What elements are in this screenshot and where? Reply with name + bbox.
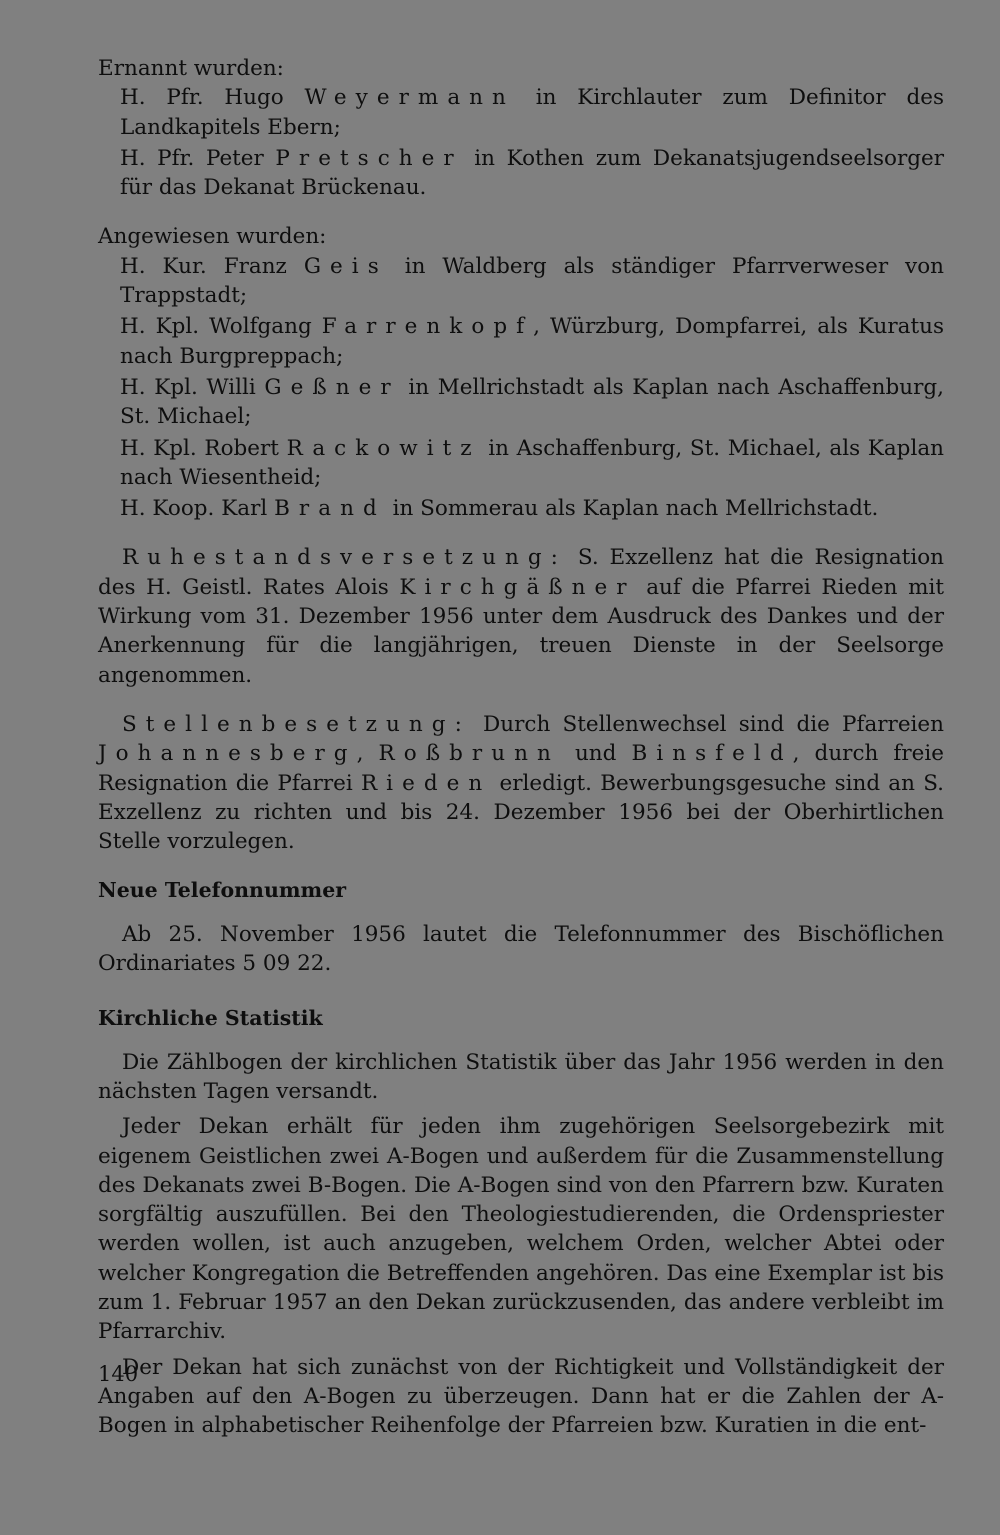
statistik-paragraph: Die Zählbogen der kirchlichen Statistik über das Jahr 1956 werden in den nächsten Tagen versandt. [98, 1049, 944, 1104]
person-name: Geßner [264, 374, 400, 400]
ruhestand-label: Ruhestandsversetzung: [122, 545, 567, 571]
paragraph-text: auf die Pfarrei Rieden mit Wirkung vom 31. Dezember 1956 unter dem Ausdruck des Dankes und der Anerkennung für die langjährigen, treuen Dienste in der Seelsorge angenommen. [98, 574, 945, 688]
parish-name: Roßbrunn [378, 741, 560, 767]
paragraph-text: Durch Stellenwechsel sind die Pfarreien [470, 711, 944, 737]
parish-name: Rieden [360, 770, 492, 796]
person-name: Weyermann [304, 85, 515, 111]
parish-name: Johannesberg [98, 741, 357, 767]
stellen-label: Stellenbesetzung: [122, 711, 471, 737]
person-name: Pretscher [275, 145, 463, 171]
person-name: Brand [274, 496, 386, 522]
entry-text: H. Kpl. Willi [120, 374, 265, 400]
entry-text: in Kothen zum Dekanatsjugendseelsorger für das Dekanat Brückenau. [120, 145, 944, 201]
entry-text: H. Pfr. Hugo [120, 85, 305, 111]
statistik-paragraph: Der Dekan hat sich zunächst von der Richtigkeit und Vollständigkeit der Angaben auf den A-Bogen zu überzeugen. Dann hat er die Zahlen der A-Bogen in alphabetischer Reihenfolge der Pfarreien bzw. Kuratien in die ent- [98, 1354, 944, 1439]
paragraph-text: erledigt. Bewerbungsgesuche sind an S. Exzellenz zu richten und bis 24. Dezember 1956 bei der Oberhirtlichen Stelle vorzulegen. [98, 770, 944, 855]
person-name: Geis [303, 253, 388, 279]
entry-text: , Würzburg, Dompfarrei, als Kuratus nach Burgpreppach; [120, 314, 944, 369]
statistik-paragraph: Jeder Dekan erhält für jeden ihm zugehörigen Seelsorgebezirk mit eigenem Geistlichen zwei A-Bogen und außerdem für die Zusammenstellung des Dekanats zwei B-Bogen. Die A-Bogen sind von den Pfarrern bzw. Kuraten sorgfältig auszufüllen. Bei den Theologiestudierenden, die Ordenspriester werden wollen, ist auch anzugeben, welchem Orden, welcher Abtei oder welcher Kongregation die Betreffenden angehören. Das eine Exemplar ist bis zum 1. Februar 1957 an den Dekan zurückzusenden, das andere verbleibt im Pfarrarchiv. [98, 1114, 944, 1345]
parish-name: Binsfeld [631, 741, 793, 767]
person-name: Kirchgäßner [399, 574, 636, 600]
entry-text: H. Kpl. Robert [120, 435, 287, 461]
assignment-entry [120, 252, 944, 311]
ernannt-heading: Ernannt wurden: [98, 56, 284, 81]
entry-text: in Kirchlauter zum Definitor des Landkapitels Ebern; [120, 85, 944, 140]
appointment-entry [120, 144, 944, 203]
assignment-entry [120, 312, 944, 371]
paragraph-text: S. Exzellenz hat die Resignation des H. Geistl. Rates Alois [98, 545, 944, 600]
assignment-entry [120, 373, 944, 432]
stellen-paragraph [98, 710, 944, 856]
entry-text: H. Kpl. Wolfgang [120, 314, 322, 340]
statistik-title: Kirchliche Statistik [98, 1006, 323, 1031]
entry-text: H. Pfr. Peter [120, 145, 276, 171]
text-column [98, 54, 944, 1440]
angewiesen-heading: Angewiesen wurden: [98, 224, 327, 250]
appointment-entry [120, 83, 944, 142]
paragraph-text: , [356, 741, 379, 767]
person-name: Farrenkopf [321, 314, 534, 340]
entry-text: in Aschaffenburg, St. Michael, als Kaplan nach Wiesentheid; [120, 435, 944, 490]
telefon-paragraph: Ab 25. November 1956 lautet die Telefonnummer des Bischöflichen Ordinariates 5 09 22. [98, 921, 944, 977]
ruhestand-paragraph [98, 543, 944, 689]
entry-text: in Waldberg als ständiger Pfarrverweser von Trappstadt; [120, 253, 944, 309]
paragraph-text: und [559, 741, 632, 767]
person-name: Rackowitz [286, 435, 481, 461]
assignment-entry [120, 494, 944, 523]
entry-text: H. Koop. Karl [120, 496, 275, 522]
telefon-title: Neue Telefonnummer [98, 878, 347, 903]
entry-text: in Sommerau als Kaplan nach Mellrichstadt. [385, 496, 879, 522]
page-number: 140 [98, 1362, 139, 1386]
assignment-entry [120, 434, 944, 493]
entry-text: H. Kur. Franz [120, 253, 304, 279]
paragraph-text: , durch freie Resignation die Pfarrei [98, 741, 944, 796]
entry-text: in Mellrichstadt als Kaplan nach Aschaffenburg, St. Michael; [120, 374, 944, 430]
